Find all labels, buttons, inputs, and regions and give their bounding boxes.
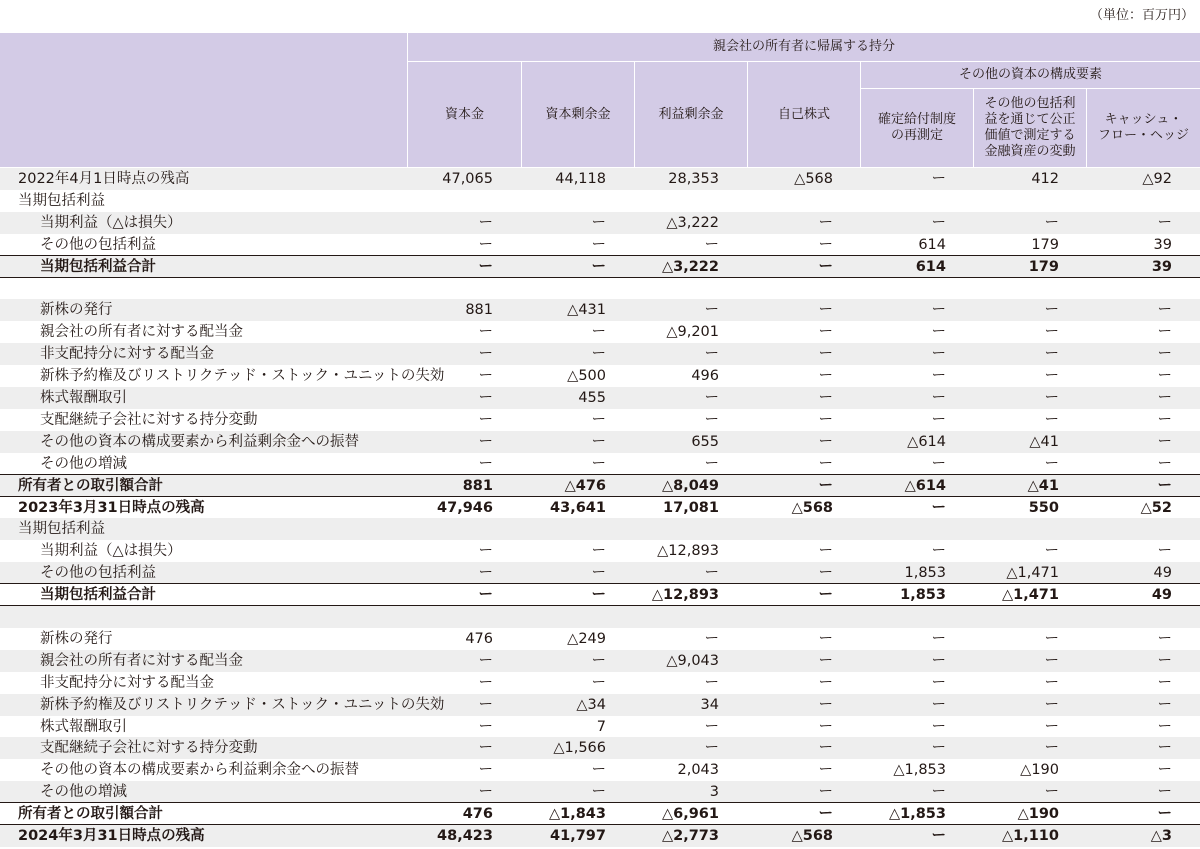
- table-cell: ー: [931, 674, 946, 691]
- table-cell: ー: [1157, 455, 1172, 472]
- table-cell: ー: [478, 258, 493, 275]
- table-cell: 3: [709, 784, 719, 801]
- table-cell: 881: [462, 477, 493, 494]
- table-cell: ー: [818, 368, 833, 385]
- table-cell: ー: [1157, 302, 1172, 319]
- table-cell: ー: [478, 740, 493, 757]
- table-row: [0, 781, 1200, 803]
- row-label: 当期包括利益: [18, 192, 105, 209]
- table-cell: ー: [1157, 346, 1172, 363]
- table-cell: ー: [931, 455, 946, 472]
- table-cell: △568: [791, 499, 833, 516]
- table-cell: △431: [567, 302, 606, 319]
- table-row: [0, 431, 1200, 453]
- table-row: [0, 825, 1200, 847]
- table-cell: ー: [704, 718, 719, 735]
- table-cell: △12,893: [657, 543, 719, 560]
- table-cell: △52: [1140, 499, 1172, 516]
- table-row: [0, 234, 1200, 256]
- table-cell: ー: [478, 762, 493, 779]
- row-label: 当期包括利益: [18, 521, 105, 538]
- table-cell: ー: [704, 302, 719, 319]
- table-cell: 47,946: [437, 499, 493, 516]
- table-cell: △41: [1027, 477, 1059, 494]
- table-cell: ー: [931, 346, 946, 363]
- table-cell: △1,853: [893, 762, 946, 779]
- table-cell: ー: [704, 346, 719, 363]
- table-cell: 881: [465, 302, 493, 319]
- table-row: [0, 321, 1200, 343]
- table-cell: 550: [1028, 499, 1059, 516]
- row-label: その他の資本の構成要素から利益剰余金への振替: [40, 762, 359, 779]
- table-cell: ー: [1157, 674, 1172, 691]
- table-cell: 39: [1151, 258, 1172, 275]
- table-cell: ー: [1044, 390, 1059, 406]
- table-cell: ー: [818, 543, 833, 560]
- table-row: [0, 650, 1200, 672]
- table-cell: △9,043: [666, 652, 719, 669]
- table-cell: ー: [818, 740, 833, 757]
- table-cell: 496: [691, 368, 719, 385]
- table-cell: ー: [478, 784, 493, 801]
- table-cell: ー: [818, 674, 833, 691]
- table-cell: 39: [1153, 236, 1172, 253]
- table-cell: ー: [478, 674, 493, 691]
- row-label: 支配継続子会社に対する持分変動: [40, 740, 258, 757]
- table-cell: 49: [1151, 587, 1172, 604]
- table-cell: ー: [931, 543, 946, 560]
- table-cell: ー: [478, 433, 493, 450]
- table-cell: ー: [1157, 740, 1172, 757]
- table-row: [0, 475, 1200, 497]
- table-cell: ー: [704, 565, 719, 582]
- table-cell: ー: [931, 368, 946, 385]
- table-cell: △3,222: [666, 214, 719, 231]
- row-label: 親会社の所有者に対する配当金: [40, 324, 243, 341]
- table-cell: 179: [1031, 236, 1059, 253]
- table-cell: 2,043: [677, 762, 719, 779]
- table-cell: ー: [1157, 652, 1172, 669]
- table-cell: ー: [1044, 346, 1059, 363]
- table-row: [0, 387, 1200, 409]
- table-cell: △190: [1017, 806, 1059, 823]
- table-cell: ー: [818, 236, 833, 253]
- table-cell: ー: [591, 455, 606, 472]
- row-label: その他の包括利益: [40, 565, 156, 582]
- table-cell: 412: [1031, 171, 1059, 187]
- table-cell: △476: [564, 477, 606, 494]
- table-cell: △9,201: [666, 324, 719, 341]
- table-cell: ー: [478, 214, 493, 231]
- table-cell: 476: [465, 630, 493, 647]
- table-cell: ー: [818, 214, 833, 231]
- header-col-cash-flow-hedge: キャッシュ・ フロー・ヘッジ: [1087, 89, 1200, 167]
- table-cell: 47,065: [442, 171, 493, 187]
- table-row: [0, 343, 1200, 365]
- table-row: [0, 759, 1200, 781]
- table-row: [0, 628, 1200, 650]
- table-cell: ー: [818, 258, 833, 275]
- table-cell: ー: [478, 236, 493, 253]
- table-row: [0, 409, 1200, 431]
- table-cell: ー: [1044, 324, 1059, 341]
- table-cell: 43,641: [550, 499, 606, 516]
- table-cell: 41,797: [550, 828, 606, 844]
- table-cell: ー: [818, 587, 833, 604]
- table-row: [0, 540, 1200, 562]
- table-cell: ー: [1157, 543, 1172, 560]
- table-cell: ー: [818, 346, 833, 363]
- table-cell: ー: [818, 630, 833, 647]
- row-label: 親会社の所有者に対する配当金: [40, 652, 243, 669]
- table-cell: △1,843: [548, 806, 606, 823]
- table-cell: △1,566: [553, 740, 606, 757]
- table-cell: △2,773: [661, 828, 719, 844]
- row-label: 所有者との取引額合計: [18, 477, 163, 494]
- table-cell: ー: [1157, 477, 1172, 494]
- table-cell: ー: [1157, 784, 1172, 801]
- table-row: [0, 212, 1200, 234]
- table-cell: ー: [478, 390, 493, 406]
- row-label: その他の増減: [40, 455, 127, 472]
- row-label: 非支配持分に対する配当金: [40, 346, 214, 363]
- table-cell: ー: [1044, 696, 1059, 713]
- table-cell: ー: [478, 652, 493, 669]
- table-cell: △12,893: [651, 587, 719, 604]
- row-label: 株式報酬取引: [40, 718, 127, 735]
- table-row: [0, 606, 1200, 628]
- table-cell: ー: [478, 455, 493, 472]
- table-cell: △8,049: [661, 477, 719, 494]
- row-label: 2023年3月31日時点の残高: [18, 499, 205, 516]
- table-cell: ー: [478, 718, 493, 735]
- table-row: [0, 365, 1200, 387]
- table-row: [0, 168, 1200, 190]
- table-cell: ー: [931, 696, 946, 713]
- table-cell: ー: [591, 762, 606, 779]
- table-cell: △190: [1020, 762, 1059, 779]
- table-cell: ー: [1044, 368, 1059, 385]
- table-cell: △41: [1029, 433, 1059, 450]
- header-col-capital-surplus: 資本剰余金: [522, 62, 634, 167]
- table-cell: ー: [931, 214, 946, 231]
- table-cell: ー: [931, 390, 946, 406]
- row-label: 2024年3月31日時点の残高: [18, 828, 205, 844]
- table-cell: ー: [818, 390, 833, 406]
- table-cell: △568: [794, 171, 833, 187]
- table-row: [0, 737, 1200, 759]
- table-row: [0, 453, 1200, 475]
- table-cell: ー: [478, 587, 493, 604]
- table-cell: ー: [704, 236, 719, 253]
- table-row: [0, 299, 1200, 321]
- table-cell: ー: [931, 171, 946, 187]
- table-row: [0, 562, 1200, 584]
- table-cell: △1,471: [1006, 565, 1059, 582]
- row-label: 株式報酬取引: [40, 390, 127, 406]
- row-label: 当期利益（△は損失）: [40, 214, 182, 231]
- table-cell: ー: [931, 324, 946, 341]
- table-cell: ー: [931, 652, 946, 669]
- row-label: 新株の発行: [40, 302, 113, 319]
- table-cell: ー: [704, 390, 719, 406]
- table-cell: 655: [691, 433, 719, 450]
- table-cell: △614: [907, 433, 946, 450]
- table-cell: ー: [591, 236, 606, 253]
- table-cell: ー: [818, 762, 833, 779]
- row-label: 所有者との取引額合計: [18, 806, 163, 823]
- header-group-title: 親会社の所有者に帰属する持分: [408, 33, 1200, 61]
- table-cell: △1,471: [1001, 587, 1059, 604]
- table-cell: 455: [578, 390, 606, 406]
- table-cell: ー: [1157, 390, 1172, 406]
- table-row: [0, 190, 1200, 212]
- table-cell: 34: [700, 696, 719, 713]
- table-cell: ー: [931, 411, 946, 428]
- row-label: 当期包括利益合計: [40, 258, 156, 275]
- table-cell: ー: [818, 455, 833, 472]
- table-cell: ー: [818, 652, 833, 669]
- table-cell: △6,961: [661, 806, 719, 823]
- table-cell: ー: [1157, 762, 1172, 779]
- table-cell: △3,222: [661, 258, 719, 275]
- table-cell: ー: [818, 302, 833, 319]
- table-cell: △568: [791, 828, 833, 844]
- table-cell: ー: [818, 696, 833, 713]
- table-cell: ー: [1044, 455, 1059, 472]
- table-row: [0, 694, 1200, 716]
- header-col-fvoci: その他の包括利 益を通じて公正 価値で測定する 金融資産の変動: [974, 89, 1086, 167]
- header-col-treasury-stock: 自己株式: [748, 62, 860, 167]
- unit-note: （単位：百万円）: [1089, 8, 1194, 23]
- table-cell: △500: [567, 368, 606, 385]
- table-cell: ー: [704, 740, 719, 757]
- row-label: 支配継続子会社に対する持分変動: [40, 411, 258, 428]
- table-cell: ー: [1044, 630, 1059, 647]
- table-cell: ー: [478, 696, 493, 713]
- table-row: [0, 518, 1200, 540]
- table-cell: ー: [818, 806, 833, 823]
- table-cell: 614: [918, 236, 946, 253]
- table-cell: △614: [904, 477, 946, 494]
- table-cell: 1,853: [900, 587, 946, 604]
- table-cell: 476: [462, 806, 493, 823]
- table-cell: 44,118: [555, 171, 606, 187]
- table-cell: ー: [591, 433, 606, 450]
- table-cell: ー: [818, 718, 833, 735]
- table-cell: ー: [1157, 718, 1172, 735]
- table-cell: △249: [567, 630, 606, 647]
- table-cell: ー: [478, 543, 493, 560]
- table-cell: △92: [1142, 171, 1172, 187]
- table-cell: 48,423: [437, 828, 493, 844]
- row-label: 当期包括利益合計: [40, 587, 156, 604]
- table-cell: ー: [1044, 214, 1059, 231]
- table-cell: ー: [818, 324, 833, 341]
- header-col-capital: 資本金: [408, 62, 521, 167]
- table-cell: 7: [596, 718, 606, 735]
- table-cell: ー: [931, 630, 946, 647]
- table-cell: ー: [931, 302, 946, 319]
- header-label-blank: [0, 33, 407, 167]
- table-cell: ー: [591, 652, 606, 669]
- table-cell: ー: [478, 565, 493, 582]
- table-cell: ー: [591, 214, 606, 231]
- table-row: [0, 278, 1200, 300]
- header-col-retained-earnings: 利益剰余金: [635, 62, 747, 167]
- table-cell: ー: [704, 411, 719, 428]
- row-label: 新株の発行: [40, 630, 113, 647]
- table-cell: △3: [1150, 828, 1172, 844]
- table-cell: ー: [818, 477, 833, 494]
- table-cell: ー: [931, 784, 946, 801]
- table-cell: ー: [704, 674, 719, 691]
- table-row: [0, 584, 1200, 606]
- table-cell: ー: [478, 324, 493, 341]
- table-cell: ー: [931, 828, 946, 844]
- table-cell: ー: [1044, 302, 1059, 319]
- table-cell: ー: [478, 368, 493, 385]
- table-cell: ー: [478, 411, 493, 428]
- table-cell: ー: [1157, 214, 1172, 231]
- row-label: その他の増減: [40, 784, 127, 801]
- table-row: [0, 497, 1200, 519]
- table-cell: ー: [1044, 543, 1059, 560]
- row-label: 2022年4月1日時点の残高: [18, 171, 190, 187]
- table-cell: 28,353: [668, 171, 719, 187]
- table-cell: ー: [818, 433, 833, 450]
- table-cell: ー: [591, 346, 606, 363]
- table-cell: △1,110: [1001, 828, 1059, 844]
- table-cell: ー: [1157, 696, 1172, 713]
- table-cell: △34: [576, 696, 606, 713]
- table-cell: ー: [818, 411, 833, 428]
- table-cell: ー: [1157, 411, 1172, 428]
- table-row: [0, 256, 1200, 278]
- table-cell: ー: [591, 258, 606, 275]
- table-cell: ー: [818, 565, 833, 582]
- table-cell: ー: [591, 543, 606, 560]
- table-cell: ー: [1044, 718, 1059, 735]
- table-cell: ー: [591, 784, 606, 801]
- table-cell: 179: [1028, 258, 1059, 275]
- table-cell: ー: [591, 324, 606, 341]
- row-label: 非支配持分に対する配当金: [40, 674, 214, 691]
- table-cell: 1,853: [904, 565, 946, 582]
- table-cell: △1,853: [888, 806, 946, 823]
- table-row: [0, 803, 1200, 825]
- table-cell: ー: [591, 565, 606, 582]
- table-cell: ー: [1157, 324, 1172, 341]
- table-cell: 614: [915, 258, 946, 275]
- table-cell: ー: [1157, 630, 1172, 647]
- table-cell: ー: [1044, 740, 1059, 757]
- row-label: その他の資本の構成要素から利益剰余金への振替: [40, 433, 359, 450]
- table-cell: 17,081: [663, 499, 719, 516]
- table-cell: ー: [478, 346, 493, 363]
- row-label: その他の包括利益: [40, 236, 156, 253]
- table-cell: ー: [1157, 368, 1172, 385]
- table-cell: ー: [931, 718, 946, 735]
- table-cell: ー: [1044, 411, 1059, 428]
- table-cell: ー: [1044, 674, 1059, 691]
- table-cell: ー: [818, 784, 833, 801]
- table-row: [0, 716, 1200, 738]
- row-label: 新株予約権及びリストリクテッド・ストック・ユニットの失効: [40, 368, 445, 385]
- table-cell: ー: [704, 630, 719, 647]
- table-cell: ー: [591, 587, 606, 604]
- table-cell: ー: [1044, 784, 1059, 801]
- table-cell: 49: [1153, 565, 1172, 582]
- table-cell: ー: [931, 740, 946, 757]
- header-sub-group-title: その他の資本の構成要素: [861, 62, 1200, 88]
- table-cell: ー: [931, 499, 946, 516]
- table-row: [0, 672, 1200, 694]
- header-col-defined-benefit: 確定給付制度 の再測定: [861, 89, 973, 167]
- table-cell: ー: [1157, 433, 1172, 450]
- table-cell: ー: [704, 455, 719, 472]
- table-cell: ー: [1157, 806, 1172, 823]
- table-cell: ー: [1044, 652, 1059, 669]
- row-label: 当期利益（△は損失）: [40, 543, 182, 560]
- row-label: 新株予約権及びリストリクテッド・ストック・ユニットの失効: [40, 696, 445, 713]
- table-cell: ー: [591, 411, 606, 428]
- table-cell: ー: [591, 674, 606, 691]
